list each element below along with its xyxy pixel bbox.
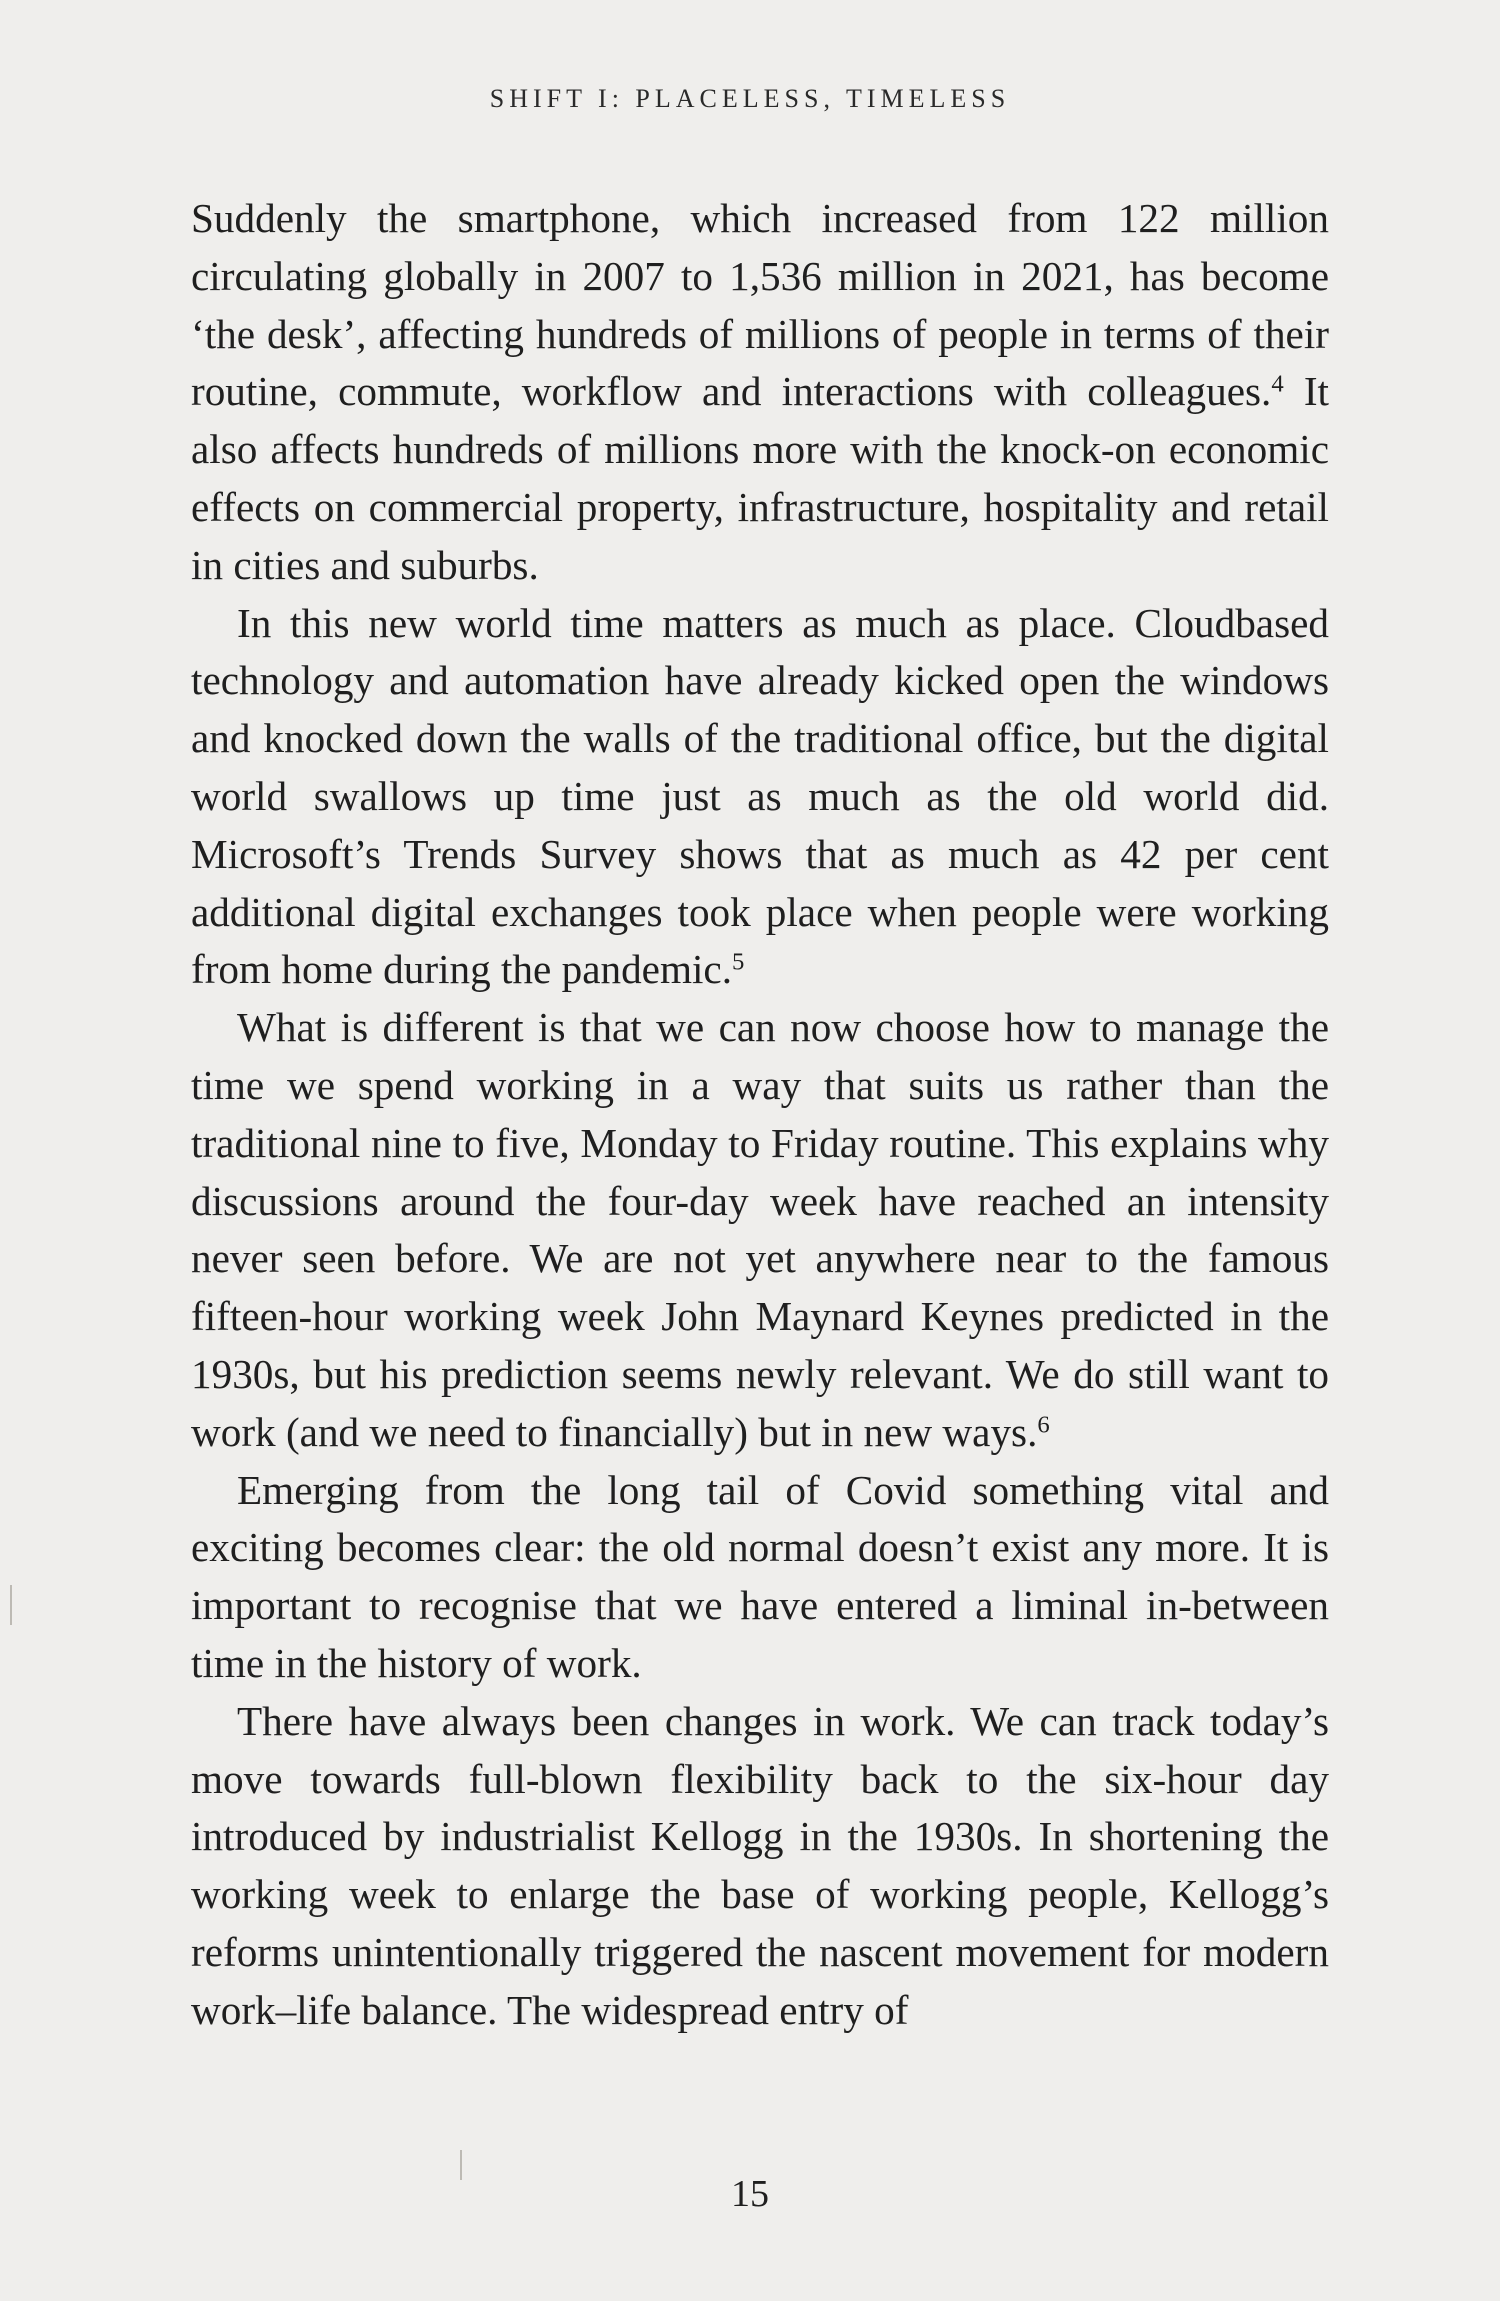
paragraph-1-continuation: It also affects hundreds of millions more with the knock-on economic effects on commercial property, infrastructure, hospitality and retail in cities and suburbs.: [191, 368, 1329, 588]
paragraph-1-text: Suddenly the smartphone, which increased from 122 million circulating globally in 2007 to 1,536 million in 2021, has become ‘the desk’, affecting hundreds of millions of people in terms of their routine, commute, workflow and interactions with colleagues.: [191, 195, 1329, 415]
paragraph-5: [191, 1693, 1329, 2040]
footnote-ref-6[interactable]: 6: [1037, 1411, 1050, 1439]
paragraph-1: [191, 190, 1329, 595]
body-text: [191, 190, 1329, 2040]
page-number: 15: [731, 2173, 769, 2215]
footnote-ref-5[interactable]: 5: [732, 948, 745, 976]
paragraph-3: [191, 999, 1329, 1461]
running-head: SHIFT I: PLACELESS, TIMELESS: [489, 84, 1011, 113]
paragraph-3-text: What is different is that we can now choose how to manage the time we spend working in a way that suits us rather than the traditional nine to five, Monday to Friday routine. This explains why discussions around the four-day week have reached an intensity never seen before. We are not yet anywhere near to the famous fifteen-hour working week John Maynard Keynes predicted in the 1930s, but his prediction seems newly relevant. We do still want to work (and we need to financially) but in new ways.: [191, 1004, 1329, 1455]
paragraph-4-text: Emerging from the long tail of Covid something vital and exciting becomes clear: the old normal doesn’t exist any more. It is important to recognise that we have entered a liminal in-between time in the history of work.: [191, 1466, 1329, 1686]
paragraph-2-text: In this new world time matters as much as place. Cloudbased technology and automation have already kicked open the windows and knocked down the walls of the traditional office, but the digital world swallows up time just as much as the old world did. Microsoft’s Trends Survey shows that as much as 42 per cent additional digital exchanges took place when people were working from home during the pandemic.: [191, 599, 1329, 993]
paragraph-5-text: There have always been changes in work. We can track today’s move towards full-blown flexibility back to the six-hour day introduced by industrialist Kellogg in the 1930s. In shortening the working week to enlarge the base of working people, Kellogg’s reforms unintentionally triggered the nascent movement for modern work–life balance. The widespread entry of: [191, 1697, 1329, 2033]
paragraph-4: [191, 1462, 1329, 1693]
paragraph-2: [191, 595, 1329, 1000]
footnote-ref-4[interactable]: 4: [1271, 370, 1284, 398]
scan-mark-left: [10, 1585, 12, 1625]
